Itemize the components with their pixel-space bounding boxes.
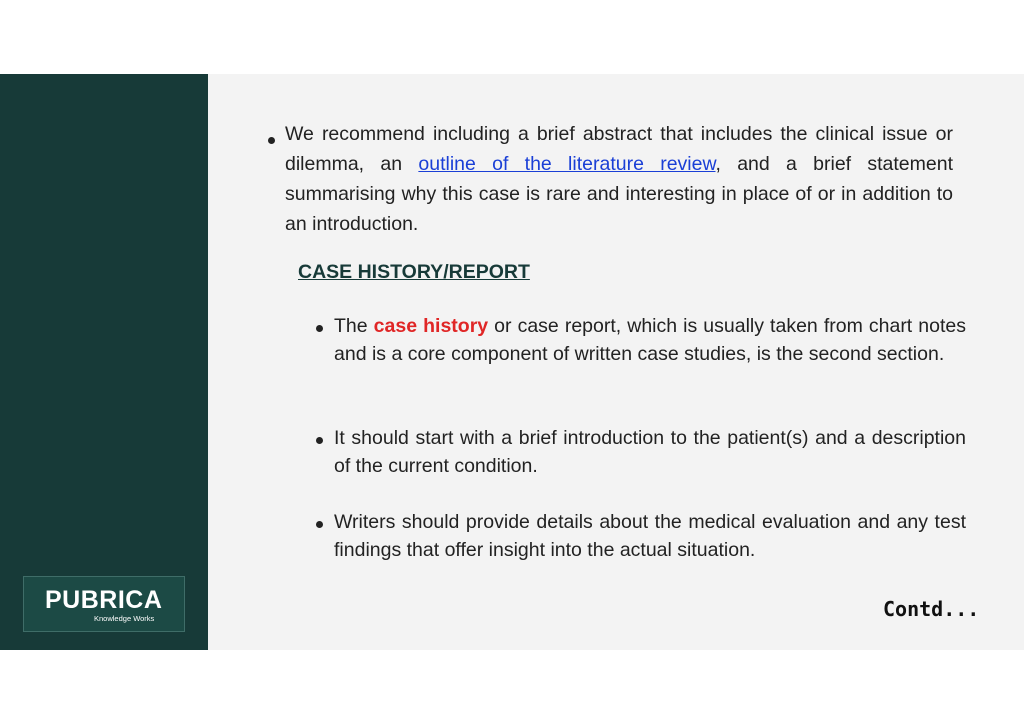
bullet-icon bbox=[316, 325, 323, 332]
bullet-icon bbox=[316, 521, 323, 528]
bullet-icon bbox=[316, 437, 323, 444]
bullet-text-end: or case report, which is usually taken from chart notes and is a core component of written case studies, is the second section. bbox=[334, 315, 966, 365]
logo-wordmark: PUBRICA bbox=[45, 586, 163, 614]
literature-review-link[interactable]: outline of the literature review bbox=[418, 153, 716, 175]
case-history-paragraph bbox=[334, 312, 966, 368]
sidebar-panel bbox=[0, 74, 208, 650]
evaluation-paragraph: Writers should provide details about the medical evaluation and any test findings that offer insight into the actual situation. bbox=[334, 511, 966, 561]
section-heading: CASE HISTORY/REPORT bbox=[298, 261, 530, 283]
intro-bullet-icon bbox=[268, 137, 275, 144]
slide bbox=[0, 74, 1024, 650]
intro-text-end: , and a brief statement summarising why this case is rare and interesting in place of or in addition to an introduction. bbox=[285, 153, 953, 235]
logo-tagline: Knowledge Works bbox=[94, 614, 155, 623]
intro-text-start: We recommend including a brief abstract that includes the clinical issue or dilemma, an bbox=[285, 123, 953, 175]
pubrica-logo bbox=[23, 576, 185, 632]
contd-label: Contd... bbox=[883, 597, 980, 621]
intro-paragraph bbox=[285, 119, 953, 239]
patient-intro-paragraph: It should start with a brief introduction to the patient(s) and a description of the current condition. bbox=[334, 427, 966, 477]
case-history-highlight: case history bbox=[373, 315, 489, 337]
bullet-text-start: The bbox=[334, 315, 374, 337]
